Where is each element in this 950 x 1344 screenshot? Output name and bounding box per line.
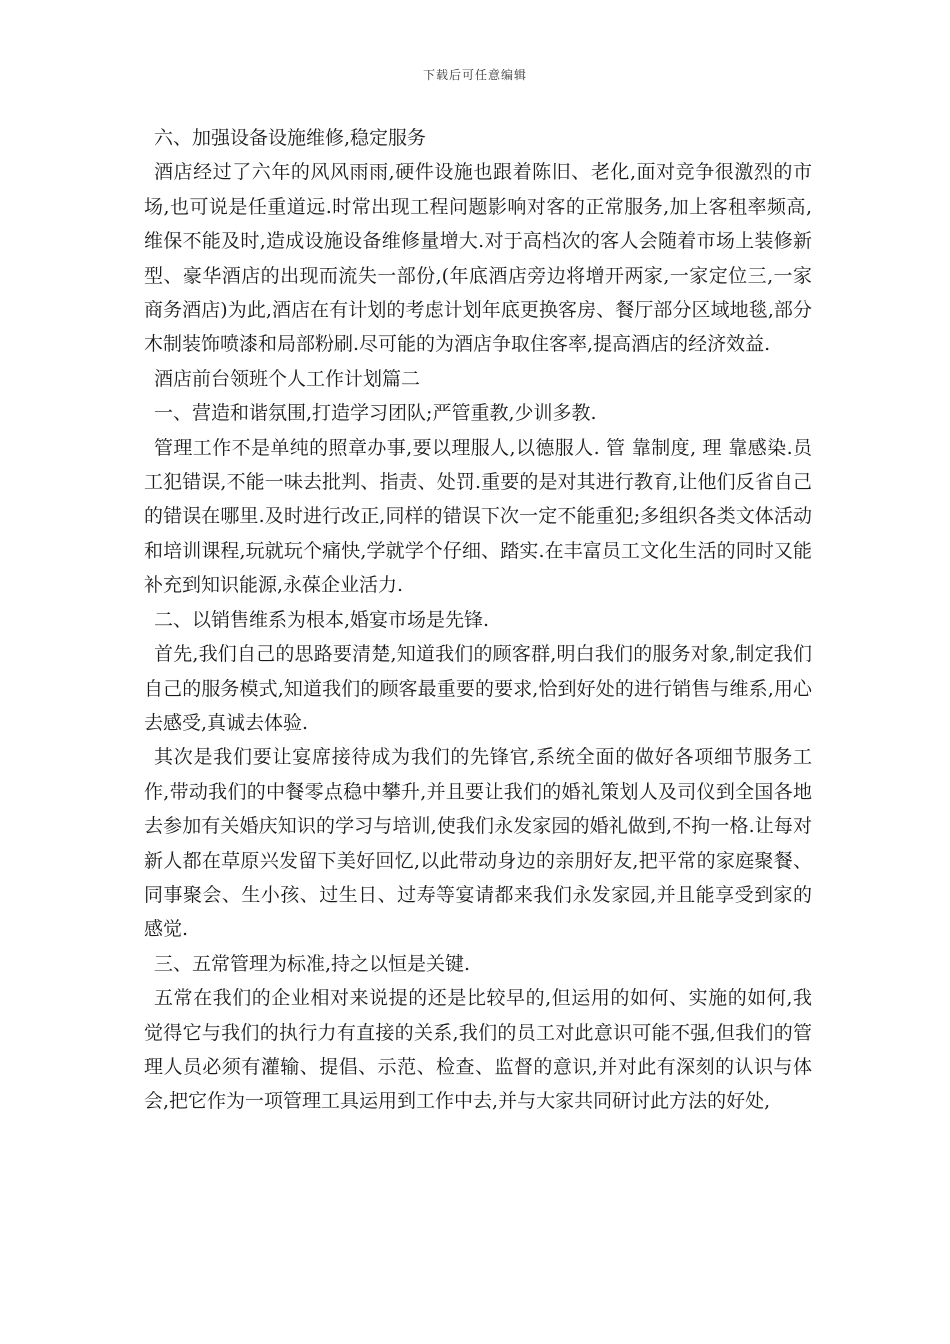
body-paragraph: 首先,我们自己的思路要清楚,知道我们的顾客群,明白我们的服务对象,制定我们自己的服务模式,知道我们的顾客最重要的要求,恰到好处的进行销售与维系,用心去感受,真诚去体验.	[144, 643, 812, 734]
body-paragraph: 五常在我们的企业相对来说提的还是比较早的,但运用的如何、实施的如何,我觉得它与我们的执行力有直接的关系,我们的员工对此意识可能不强,但我们的管理人员必须有灌输、提倡、示范、检查、监督的意识,并对此有深刻的认识与体会,把它作为一项管理工具运用到工作中去,并与大家共同研讨此方法的好处,	[144, 987, 812, 1113]
section-heading: 三、五常管理为标准,持之以恒是关键.	[154, 952, 471, 975]
document-body	[144, 121, 812, 1119]
body-paragraph: 其次是我们要让宴席接待成为我们的先锋官,系统全面的做好各项细节服务工作,带动我们的中餐零点稳中攀升,并且要让我们的婚礼策划人及司仪到全国各地去参加有关婚庆知识的学习与培训,使我们永发家园的婚礼做到,不拘一格.让每对新人都在草原兴发留下美好回忆,以此带动身边的亲朋好友,把平常的家庭聚餐、同事聚会、生小孩、过生日、过寿等宴请都来我们永发家园,并且能享受到家的感觉.	[144, 746, 812, 941]
section-heading: 一、营造和谐氛围,打造学习团队;严管重教,少训多教.	[154, 402, 597, 425]
section-heading: 二、以销售维系为根本,婚宴市场是先锋.	[154, 608, 490, 631]
section-heading: 六、加强设备设施维修,稳定服务	[154, 127, 427, 149]
body-paragraph: 酒店经过了六年的风风雨雨,硬件设施也跟着陈旧、老化,面对竞争很激烈的市场,也可说是任重道远.时常出现工程问题影响对客的正常服务,加上客租率频高,维保不能及时,造成设施设备维修量增大.对于高档次的客人会随着市场上装修新型、豪华酒店的出现而流失一部份,(年底酒店旁边将增开两家,一家定位三,一家商务酒店)为此,酒店在有计划的考虑计划年底更换客房、餐厅部分区域地毯,部分木制装饰喷漆和局部粉刷.尽可能的为酒店争取住客率,提高酒店的经济效益.	[144, 161, 812, 356]
page-header: 下载后可任意编辑	[422, 68, 527, 82]
article-title: 酒店前台领班个人工作计划篇二	[154, 367, 421, 390]
body-paragraph: 管理工作不是单纯的照章办事,要以理服人,以德服人. 管 靠制度, 理 靠感染.员工犯错误,不能一味去批判、指责、处罚.重要的是对其进行教育,让他们反省自己的错误在哪里.及时进行改正,同样的错误下次一定不能重犯;多组织各类文体活动和培训课程,玩就玩个痛快,学就学个仔细、踏实.在丰富员工文化生活的同时又能补充到知识能源,永葆企业活力.	[144, 436, 812, 597]
